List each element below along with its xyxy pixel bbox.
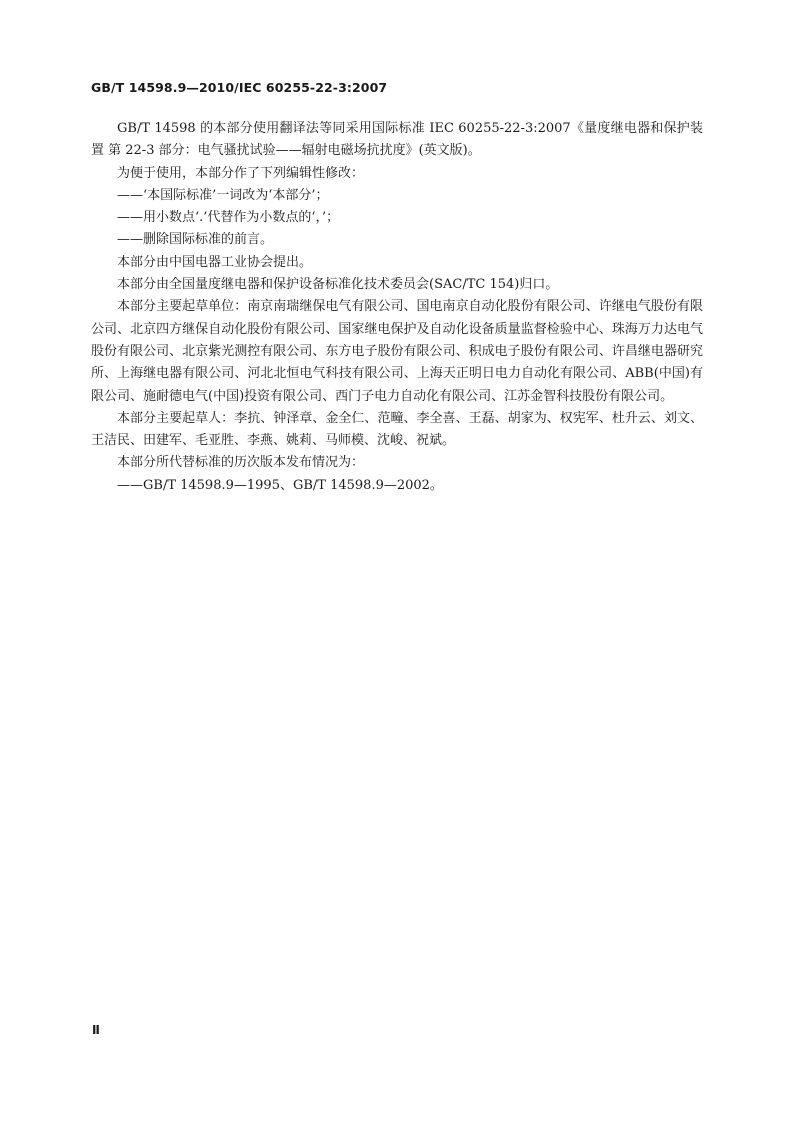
list-item-editorial-change: ——用小数点‘.’代替作为小数点的‘，’；	[117, 210, 340, 226]
paragraph-proposer: 本部分由中国电器工业协会提出。	[117, 254, 313, 270]
paragraph-technical-committee: 本部分由全国量度继电器和保护设备标准化技术委员会(SAC/TC 154)归口。	[117, 277, 559, 293]
list-item-previous-editions: ——GB/T 14598.9—1995、GB/T 14598.9—2002。	[117, 477, 443, 493]
paragraph-history-intro: 本部分所代替标准的历次版本发布情况为：	[117, 455, 365, 471]
paragraph-adoption-statement: GB/T 14598 的本部分使用翻译法等同采用国际标准 IEC 60255-22-3:2007《量度继电器和保护装置 第 22-3 部分：电气骚扰试验——辐射电磁场抗扰度》(英文版)。	[91, 121, 703, 159]
list-item-editorial-change: ——‘本国际标准’一词改为‘本部分’；	[117, 187, 329, 203]
page-number: Ⅱ	[92, 1023, 100, 1037]
paragraph-drafting-organizations: 本部分主要起草单位：南京南瑞继保电气有限公司、国电南京自动化股份有限公司、许继电气股份有限公司、北京四方继保自动化股份有限公司、国家继电保护及自动化设备质量监督检验中心、珠海万力达电气股份有限公司、北京紫光测控有限公司、东方电子股份有限公司、积成电子股份有限公司、许昌继电器研究所、上海继电器有限公司、河北北恒电气科技有限公司、上海天正明日电力自动化有限公司、ABB(中国)有限公司、施耐德电气(中国)投资有限公司、西门子电力自动化有限公司、江苏金智科技股份有限公司。	[91, 299, 703, 404]
standard-code-header: GB/T 14598.9—2010/IEC 60255-22-3:2007	[91, 80, 388, 95]
paragraph-editorial-intro: 为便于使用，本部分作了下列编辑性修改：	[117, 165, 365, 181]
paragraph-drafters: 本部分主要起草人：李抗、钟泽章、金全仁、范疃、李全喜、王磊、胡家为、权宪军、杜升云、刘文、王洁民、田建军、毛亚胜、李燕、姚莉、马师模、沈峻、祝斌。	[91, 410, 703, 449]
foreword-body	[91, 118, 703, 497]
list-item-editorial-change: ——删除国际标准的前言。	[117, 232, 274, 248]
